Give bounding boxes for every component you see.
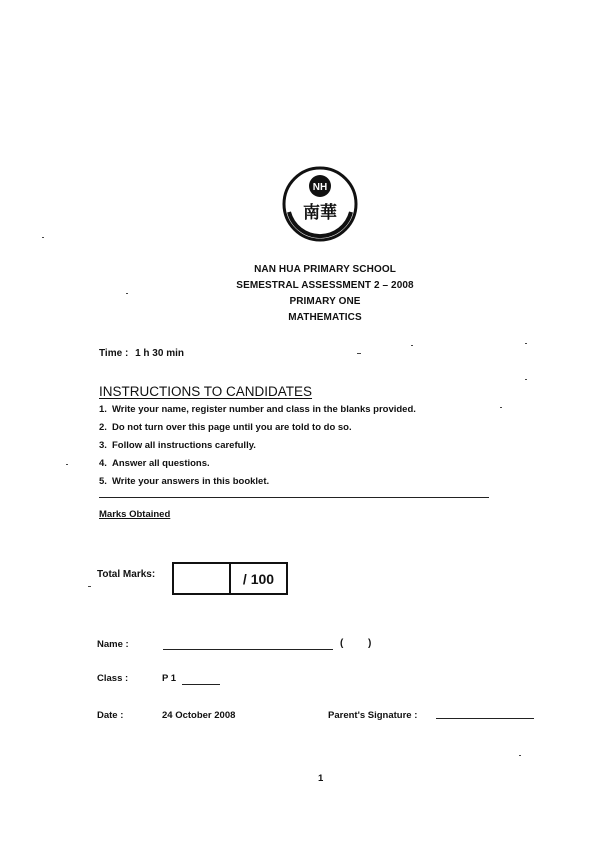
class-value: P 1 bbox=[162, 673, 177, 684]
instruction-item: 4. Answer all questions. bbox=[99, 458, 210, 469]
date-label: Date : bbox=[97, 710, 124, 721]
instructions-list bbox=[99, 402, 416, 492]
scan-speck bbox=[88, 586, 91, 587]
scan-speck bbox=[126, 293, 128, 294]
time-value: 1 h 30 min bbox=[135, 348, 184, 359]
document-header bbox=[0, 262, 600, 326]
scan-speck bbox=[66, 464, 68, 465]
parent-signature-label: Parent's Signature : bbox=[328, 710, 418, 721]
subject-title: MATHEMATICS bbox=[288, 312, 362, 323]
scan-speck bbox=[411, 345, 413, 346]
register-number-paren-open: ( bbox=[340, 638, 344, 649]
total-marks-box bbox=[172, 562, 288, 595]
assessment-title: SEMESTRAL ASSESSMENT 2 – 2008 bbox=[236, 280, 414, 291]
scan-speck bbox=[500, 407, 502, 408]
logo-chinese-text: 南華 bbox=[303, 203, 337, 223]
register-number-paren-close: ) bbox=[368, 638, 372, 649]
instruction-item: 1. Write your name, register number and class in the blanks provided. bbox=[99, 404, 416, 415]
instruction-item: 3. Follow all instructions carefully. bbox=[99, 440, 256, 451]
school-logo bbox=[282, 166, 358, 242]
scan-speck bbox=[42, 237, 44, 238]
class-blank-line bbox=[182, 684, 220, 685]
total-marks-label: Total Marks: bbox=[97, 569, 156, 580]
date-value: 24 October 2008 bbox=[162, 710, 236, 721]
page-number: 1 bbox=[318, 773, 324, 784]
time-label: Time : bbox=[99, 348, 129, 359]
scan-speck bbox=[357, 353, 361, 354]
logo-monogram: NH bbox=[312, 182, 328, 193]
marks-out-of: / 100 bbox=[242, 570, 275, 587]
level-title: PRIMARY ONE bbox=[289, 296, 361, 307]
instruction-item: 2. Do not turn over this page until you are told to do so. bbox=[99, 422, 352, 433]
parent-signature-line bbox=[436, 718, 534, 719]
time-allowed bbox=[99, 348, 184, 359]
marks-score-blank bbox=[174, 564, 231, 593]
school-crest-icon bbox=[282, 166, 358, 242]
name-blank-line bbox=[163, 649, 333, 650]
scan-speck bbox=[519, 755, 521, 756]
scan-speck bbox=[525, 379, 527, 380]
name-label: Name : bbox=[97, 639, 129, 650]
school-name: NAN HUA PRIMARY SCHOOL bbox=[254, 264, 396, 275]
instruction-item: 5. Write your answers in this booklet. bbox=[99, 476, 270, 487]
marks-obtained-heading: Marks Obtained bbox=[99, 509, 171, 520]
scan-speck bbox=[525, 343, 527, 344]
class-label: Class : bbox=[97, 673, 129, 684]
section-divider bbox=[99, 497, 489, 498]
instructions-heading: INSTRUCTIONS TO CANDIDATES bbox=[99, 384, 313, 399]
